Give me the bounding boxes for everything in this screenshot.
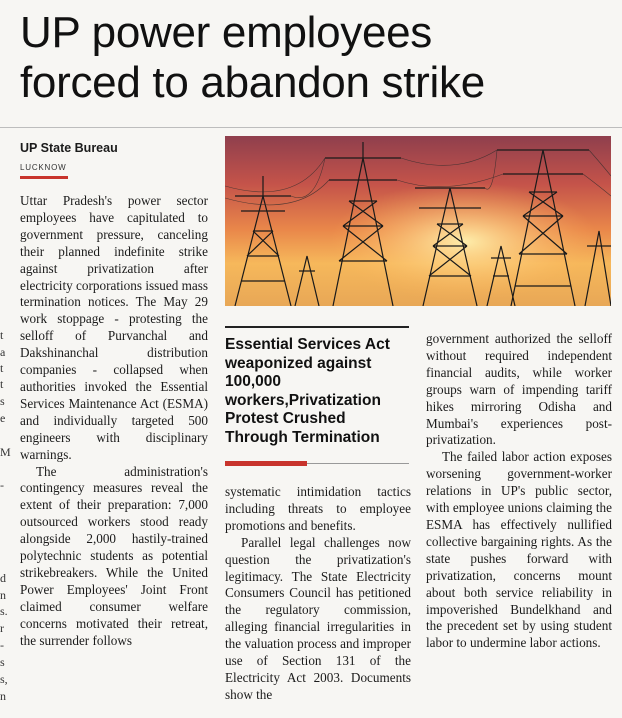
pull-quote: Essential Services Act weaponized against 100,000 workers,Privatization Protest Crushed Through Termination xyxy=(225,336,390,446)
gutter-fragment: t xyxy=(0,328,4,342)
article-column-2 xyxy=(225,484,411,704)
headline-line-1: UP power employees xyxy=(20,8,432,57)
headline xyxy=(20,8,610,108)
paragraph: systematic intimidation tactics including threats to employee promotions and benefits. xyxy=(225,484,411,533)
paragraph: The failed labor action exposes worsening government-worker relations in UP's public sector, with employee unions claiming the ESMA has effectively nullified collective bargaining rights. As the state pushes forward with privatization, concerns mount about both service reliability in impoverished Bundelkhand and the precedent set by using student labor to undermine labor actions. xyxy=(426,449,612,651)
headline-line-2: forced to abandon strike xyxy=(20,58,485,107)
gutter-fragment: n xyxy=(0,689,6,703)
gutter-fragment: t xyxy=(0,361,4,375)
byline: UP State Bureau xyxy=(20,141,118,155)
gutter-fragment: a xyxy=(0,345,6,359)
paragraph: government authorized the selloff without required independent financial audits, while worker groups warn of impending tariff hikes mirroring Odisha and Mumbai's experiences post-privatization. xyxy=(426,331,612,448)
top-rule xyxy=(0,127,622,128)
gutter-fragment: s xyxy=(0,655,5,669)
gutter-fragment: s. xyxy=(0,604,8,618)
article-column-1 xyxy=(20,193,208,649)
gutter-fragment: n xyxy=(0,588,6,602)
gutter-fragment: t xyxy=(0,377,4,391)
article-column-3 xyxy=(426,331,612,652)
byline-accent-bar xyxy=(20,176,68,179)
gutter-fragment: r xyxy=(0,621,4,635)
pull-quote-rule xyxy=(307,463,409,464)
paragraph: The administration's contingency measures reveal the extent of their preparation: 7,000 outsourced workers stood ready alongside 2,000 hastily-trained polytechnic students as potential strikebreakers. While the United Power Employees' Joint Front claimed consumer welfare concerns motivated their retreat, the surrender follows xyxy=(20,463,208,648)
gutter-fragment: s, xyxy=(0,672,8,686)
gutter-fragment: e xyxy=(0,411,6,425)
power-towers-photo xyxy=(225,136,611,306)
pull-quote-accent-bar xyxy=(225,461,307,466)
dateline: LUCKNOW xyxy=(20,163,67,172)
gutter-fragment: - xyxy=(0,478,4,492)
paragraph: Uttar Pradesh's power sector employees have capitulated to government pressure, canceling their planned indefinite strike against privatization after electricity corporations issued mass termination notices. The May 29 work stoppage - protesting the selloff of Purvanchal and Dakshinanchal distribution companies - collapsed when authorities invoked the Essential Services Maintenance Act (ESMA) and individually targeted 500 engineers with disciplinary warnings. xyxy=(20,193,208,462)
gutter-fragment: d xyxy=(0,571,6,585)
pull-quote-box xyxy=(225,326,409,448)
gutter-fragment: M xyxy=(0,445,11,459)
gutter-fragment: - xyxy=(0,638,4,652)
gutter-fragment: s xyxy=(0,394,5,408)
paragraph: Parallel legal challenges now question the privatization's legitimacy. The State Electricity Consumers Council has petitioned the regulatory commission, alleging financial irregularities in the valuation process and improper use of Section 131 of the Electricity Act 2003. Documents show the xyxy=(225,534,411,702)
